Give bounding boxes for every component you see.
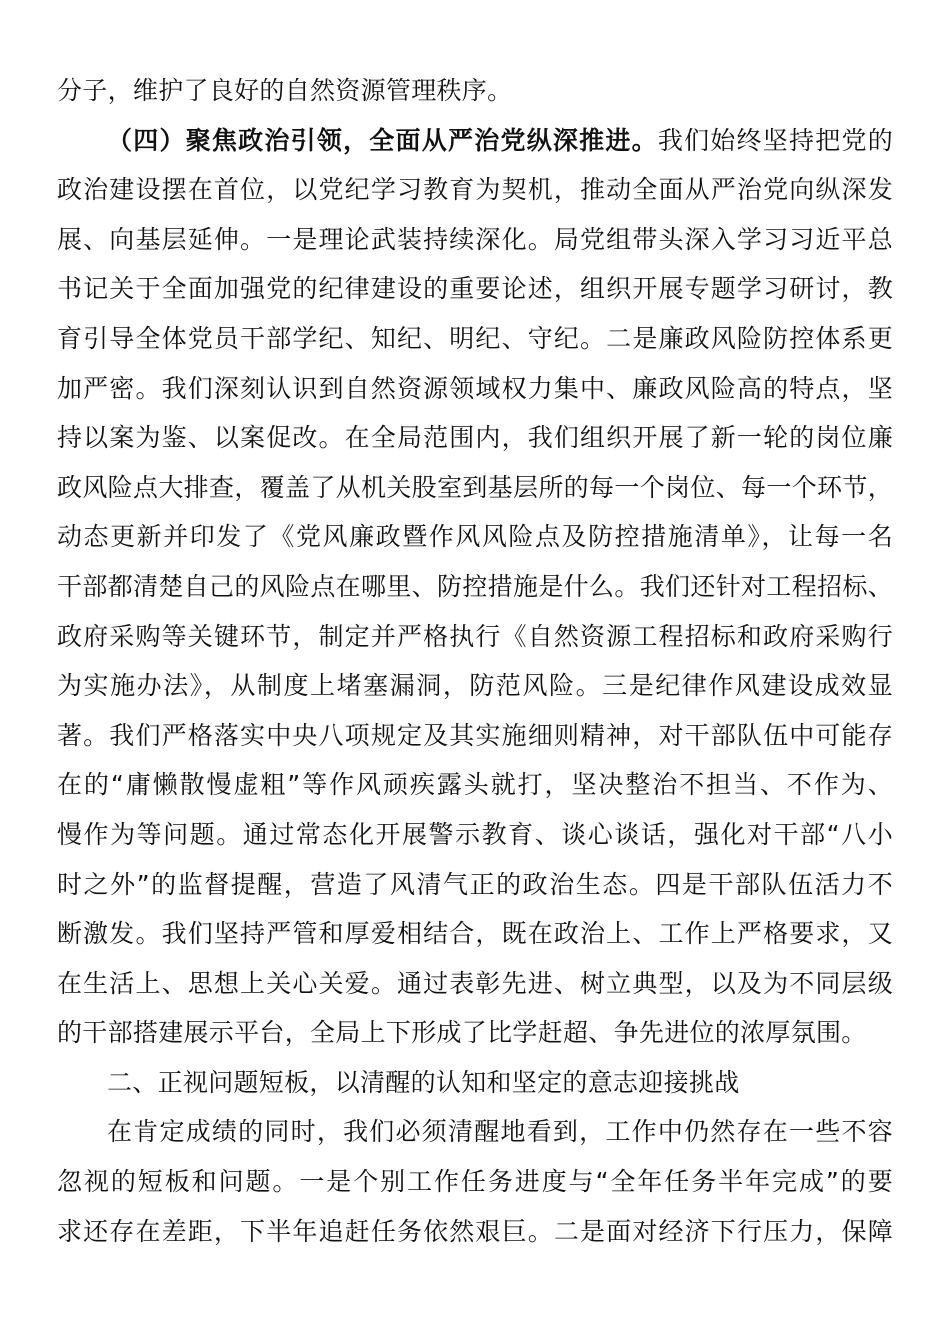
text-line: 断激发。我们坚持严管和厚爱相结合，既在政治上、工作上严格要求，又 bbox=[57, 919, 893, 949]
text-line: 持以案为鉴、以案促改。在全局范围内，我们组织开展了新一轮的岗位廉 bbox=[57, 423, 893, 453]
document-page bbox=[57, 66, 893, 1256]
text-line: 展、向基层延伸。一是理论武装持续深化。局党组带头深入学习习近平总 bbox=[57, 224, 893, 254]
text-line: 著。我们严格落实中央八项规定及其实施细则精神，对干部队伍中可能存 bbox=[57, 720, 893, 750]
text-line: 的干部搭建展示平台，全局上下形成了比学赶超、争先进位的浓厚氛围。 bbox=[57, 1018, 867, 1048]
text-line: 慢作为等问题。通过常态化开展警示教育、谈心谈话，强化对干部“八小 bbox=[57, 819, 893, 849]
chapter-heading: 二、正视问题短板，以清醒的认知和坚定的意志迎接挑战 bbox=[107, 1067, 740, 1097]
text-line: 书记关于全面加强党的纪律建设的重要论述，组织开展专题学习研讨，教 bbox=[57, 274, 893, 304]
text-line: 在生活上、思想上关心关爱。通过表彰先进、树立典型，以及为不同层级 bbox=[57, 968, 893, 998]
text-line: 加严密。我们深刻认识到自然资源领域权力集中、廉政风险高的特点，坚 bbox=[57, 373, 893, 403]
text-line: 政府采购等关键环节，制定并严格执行《自然资源工程招标和政府采购行 bbox=[57, 621, 893, 651]
text-line: 政治建设摆在首位，以党纪学习教育为契机，推动全面从严治党向纵深发 bbox=[57, 175, 893, 205]
text-line: 在的“庸懒散慢虚粗”等作风顽疾露头就打，坚决整治不担当、不作为、 bbox=[57, 770, 893, 800]
text-line: 时之外”的监督提醒，营造了风清气正的政治生态。四是干部队伍活力不 bbox=[57, 869, 893, 899]
text-line: 分子，维护了良好的自然资源管理秩序。 bbox=[57, 76, 513, 105]
text-line: 为实施办法》，从制度上堵塞漏洞，防范风险。三是纪律作风建设成效显 bbox=[57, 671, 893, 701]
text-line: 求还存在差距，下半年追赶任务依然艰巨。二是面对经济下行压力，保障 bbox=[57, 1216, 893, 1246]
section-heading-line: （四）聚焦政治引领，全面从严治党纵深推进。我们始终坚持把党的 bbox=[107, 125, 893, 155]
section-heading: （四）聚焦政治引领，全面从严治党纵深推进。 bbox=[107, 125, 658, 155]
text-line: 政风险点大排查，覆盖了从机关股室到基层所的每一个岗位、每一个环节， bbox=[57, 472, 893, 502]
text-line: 育引导全体党员干部学纪、知纪、明纪、守纪。二是廉政风险防控体系更 bbox=[57, 323, 893, 353]
text-line: 在肯定成绩的同时，我们必须清醒地看到，工作中仍然存在一些不容 bbox=[107, 1117, 893, 1147]
text-line: 动态更新并印发了《党风廉政暨作风风险点及防控措施清单》，让每一名 bbox=[57, 522, 893, 552]
text-line: 干部都清楚自己的风险点在哪里、防控措施是什么。我们还针对工程招标、 bbox=[57, 571, 893, 601]
text-line: 忽视的短板和问题。一是个别工作任务进度与“全年任务半年完成”的要 bbox=[57, 1167, 893, 1197]
